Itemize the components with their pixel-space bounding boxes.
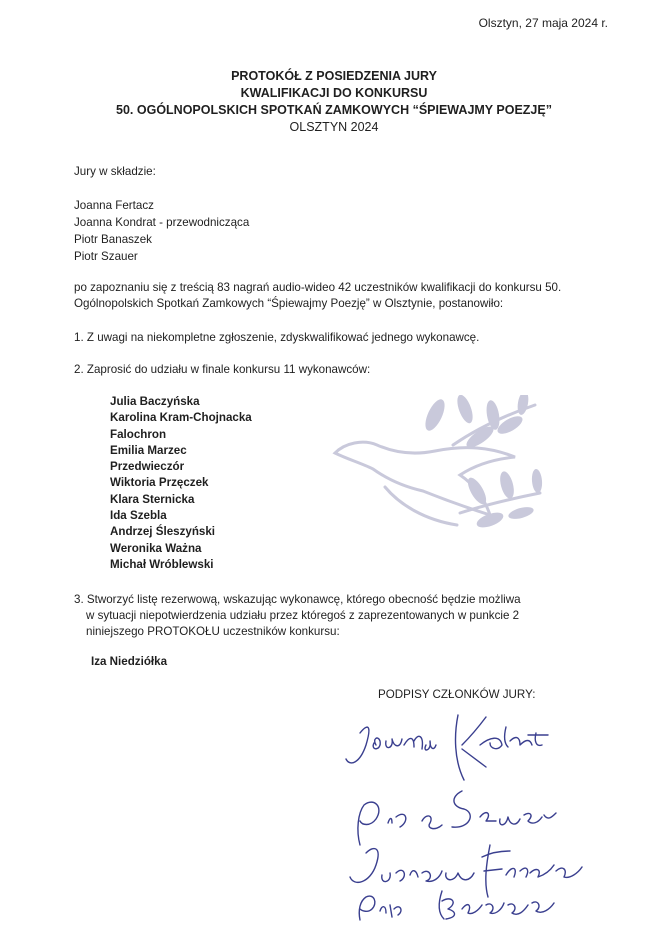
header-line-3: 50. OGÓLNOPOLSKICH SPOTKAŃ ZAMKOWYCH “ŚPIEWAJMY POEZJĘ” (116, 103, 552, 117)
finalist: Klara Sternicka (110, 492, 195, 506)
reserve-performer: Iza Niedziółka (91, 655, 168, 668)
jury-members-list (74, 197, 594, 265)
finalist: Ida Szebla (110, 509, 167, 523)
jury-member: Piotr Banaszek (74, 233, 152, 246)
header-line-1: PROTOKÓŁ Z POSIEDZENIA JURY (231, 69, 437, 83)
point-3-line-2: w sytuacji niepotwierdzenia udziału przez któregoś z zaprezentowanych w punkcie 2 (86, 609, 520, 622)
signature-piotr-szauer (358, 791, 556, 845)
jury-member: Piotr Szauer (74, 250, 138, 263)
point-3-line-3: niniejszego PROTOKOŁU uczestników konkursu: (86, 625, 340, 638)
dove-watermark-icon (325, 395, 555, 575)
finalist: Emilia Marzec (110, 443, 187, 457)
signatures-label: PODPISY CZŁONKÓW JURY: (378, 688, 536, 701)
point-3-line-1: 3. Stworzyć listę rezerwową, wskazując wykonawcę, którego obecność będzie możliwa (74, 593, 521, 606)
finalists-list (110, 394, 252, 573)
document-header (0, 68, 668, 136)
point-2: 2. Zaprosić do udziału w finale konkursu 11 wykonawców: (74, 363, 371, 376)
signature-joanna-fertacz (350, 845, 582, 897)
point-1: 1. Z uwagi na niekompletne zgłoszenie, zdyskwalifikować jednego wykonawcę. (74, 331, 480, 344)
decision-paragraph: po zapoznaniu się z treścią 83 nagrań audio-wideo 42 uczestników kwalifikacji do konkursu 50. Ogólnopolskich Spotkań Zamkowych “Śpiewajmy Poezję” w Olsztynie, postanowiło: (74, 281, 562, 310)
document-date: Olsztyn, 27 maja 2024 r. (478, 16, 608, 30)
finalist: Wiktoria Przęczek (110, 476, 209, 490)
finalist: Michał Wróblewski (110, 557, 214, 571)
signature-joanna-kondrat (346, 715, 548, 780)
finalist: Weronika Ważna (110, 541, 202, 555)
header-line-4: OLSZTYN 2024 (289, 120, 379, 134)
finalist: Karolina Kram-Chojnacka (110, 411, 252, 425)
jury-signatures (330, 705, 600, 930)
finalist: Falochron (110, 427, 167, 441)
point-3 (74, 592, 599, 640)
finalist: Przedwieczór (110, 460, 185, 474)
finalist: Andrzej Śleszyński (110, 525, 216, 539)
jury-intro: Jury w składzie: (74, 165, 156, 178)
jury-member: Joanna Kondrat - przewodnicząca (74, 216, 250, 229)
header-line-2: KWALIFIKACJI DO KONKURSU (240, 86, 428, 100)
finalist: Julia Baczyńska (110, 395, 200, 408)
signature-piotr-banaszek (359, 891, 554, 920)
jury-member: Joanna Fertacz (74, 199, 154, 212)
